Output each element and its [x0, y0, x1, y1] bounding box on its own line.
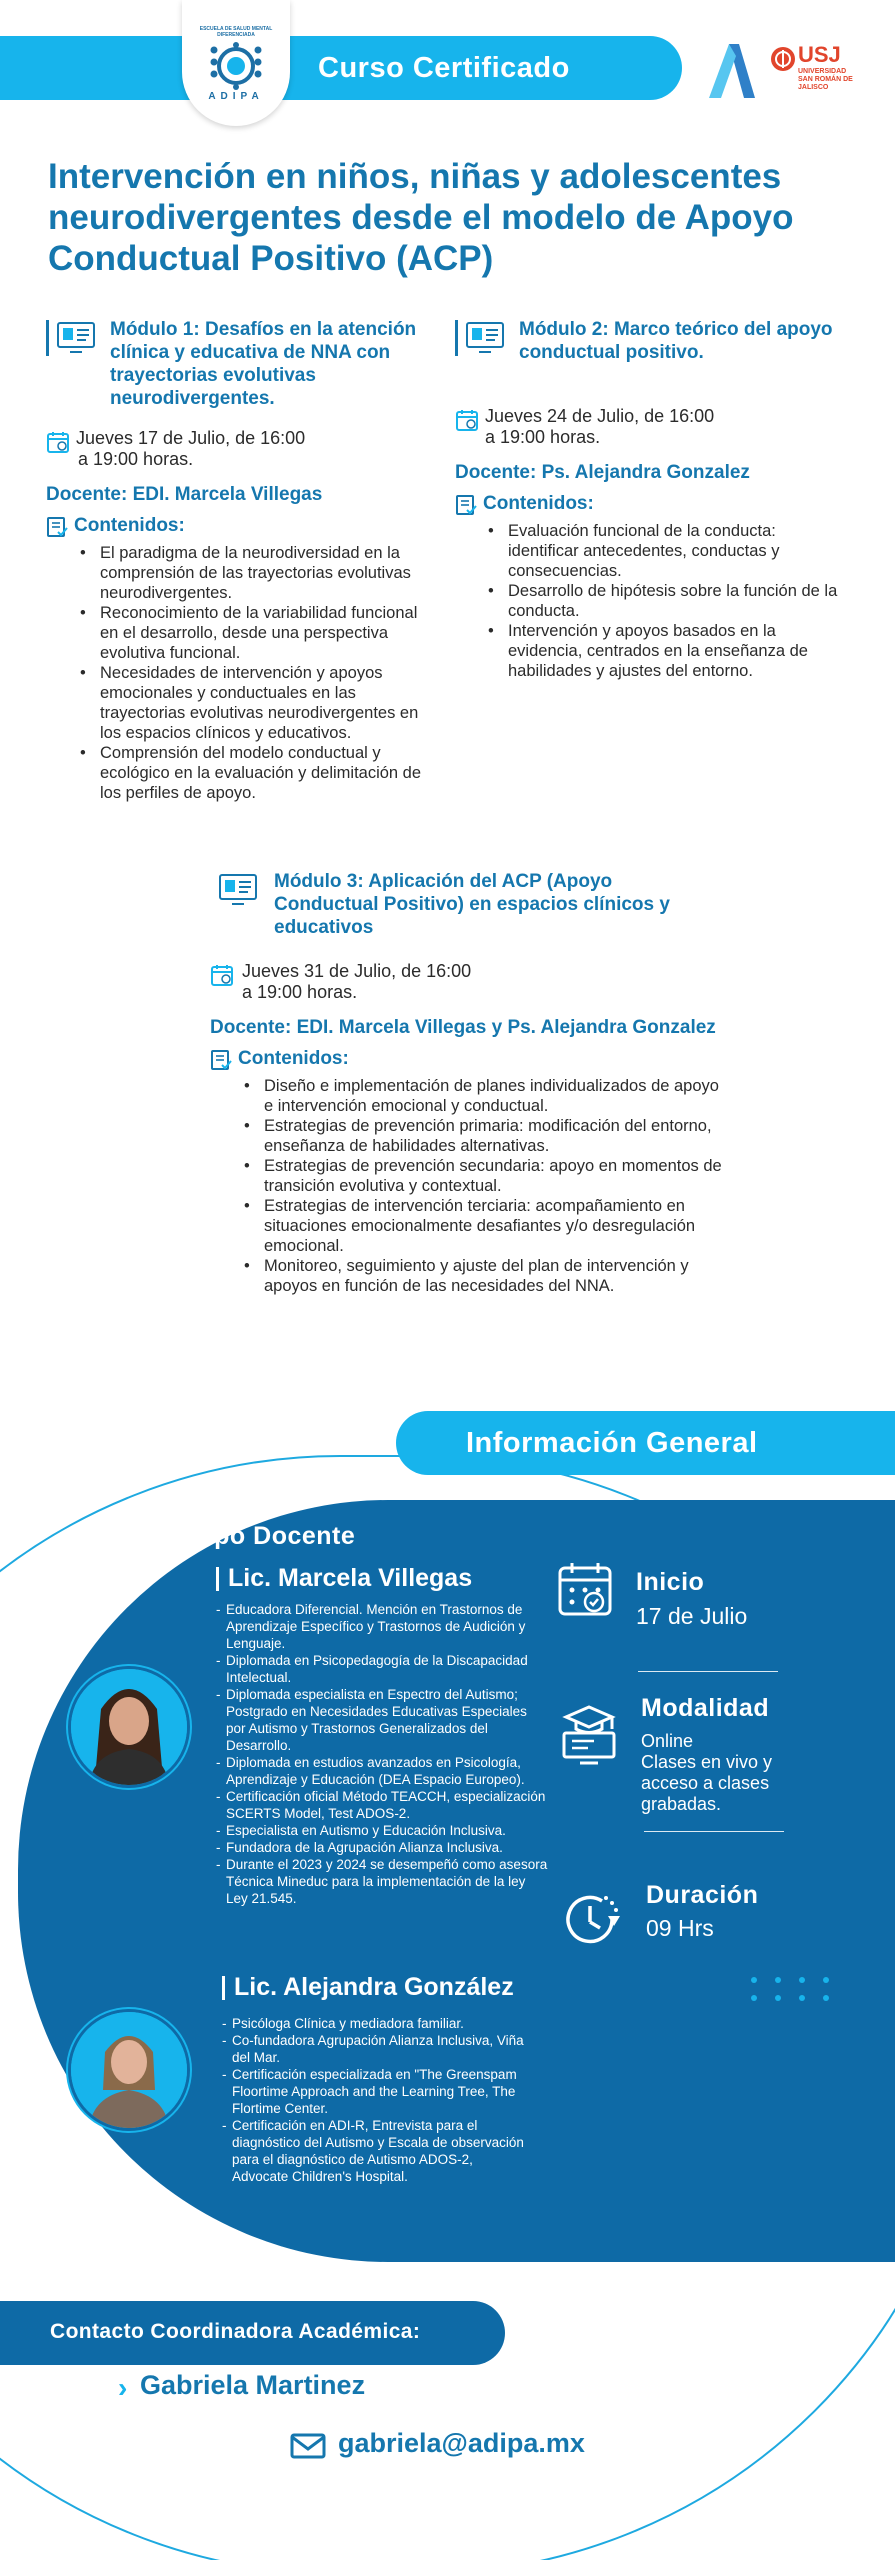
module-contents-list — [455, 521, 845, 681]
module-accent-bar — [455, 320, 458, 356]
module-date-line1: Jueves 31 de Julio, de 16:00 — [242, 961, 472, 981]
contents-label-text: Contenidos: — [74, 515, 185, 536]
list-item: • El paradigma de la neurodiversidad en la comprensión de las trayectorias evolutivas neurodivergentes. — [100, 543, 436, 603]
contents-label-text: Contenidos: — [238, 1048, 349, 1069]
cv-item: - Certificación oficial Método TEACCH, especialización SCERTS Model, Test ADOS-2. — [216, 1788, 548, 1822]
school-name: ESCUELA DE SALUD MENTAL DIFERENCIADA — [199, 26, 273, 38]
list-item: • Necesidades de intervención y apoyos emocionales y conductuales en las trayectorias evolutivas neurodivergentes en los espacios clínicos y educativos. — [100, 663, 436, 743]
module-2 — [455, 318, 860, 681]
coordinator-email-text[interactable]: gabriela@adipa.mx — [338, 2428, 585, 2458]
module-teacher: Docente: EDI. Marcela Villegas — [46, 484, 323, 505]
school-wordmark: ADIPA — [208, 91, 264, 102]
start-value: 17 de Julio — [636, 1603, 748, 1629]
module-contents-label — [455, 492, 860, 515]
cv-item: - Certificación en ADI-R, Entrevista para el diagnóstico del Autismo y Escala de observación para el diagnóstico de Autismo ADOS-2, Advocate Children's Hospital. — [222, 2117, 532, 2185]
teacher-name: Lic. Marcela Villegas — [216, 1564, 472, 1593]
a-brand-icon — [709, 44, 755, 98]
list-item: • Comprensión del modelo conductual y ecológico en la evaluación y delimitación de los perfiles de apoyo. — [100, 743, 436, 803]
usj-wordmark: USJ — [798, 42, 841, 67]
list-item: • Estrategias de prevención primaria: modificación del entorno, enseñanza de habilidades alternativas. — [264, 1116, 730, 1156]
duration-label: Duración — [646, 1881, 759, 1909]
coordinator-email[interactable] — [290, 2428, 585, 2459]
cv-item: - Durante el 2023 y 2024 se desempeñó como asesora Técnica Mineduc para la implementación de la ley Ley 21.545. — [216, 1856, 548, 1907]
modality-value — [641, 1731, 772, 1815]
list-item: • Desarrollo de hipótesis sobre la función de la conducta. — [508, 581, 845, 621]
teacher-cv-list — [216, 1601, 548, 1907]
general-info-heading: Información General — [466, 1427, 758, 1459]
module-header — [210, 870, 770, 939]
teacher-cv-list — [222, 2015, 532, 2185]
module-title: Módulo 2: Marco teórico del apoyo conductual positivo. — [519, 319, 833, 363]
module-contents-label — [46, 514, 436, 537]
contact-label: Contacto Coordinadora Académica: — [50, 2320, 421, 2343]
module-contents-list — [46, 543, 436, 803]
module-teacher: Docente: Ps. Alejandra Gonzalez — [455, 462, 750, 483]
decorative-dots-icon — [750, 1976, 834, 2002]
module-1 — [46, 318, 436, 803]
teacher-photo-icon — [71, 1669, 187, 1785]
list-item: • Evaluación funcional de la conducta: identificar antecedentes, conductas y consecuencias. — [508, 521, 845, 581]
modality-label: Modalidad — [641, 1694, 770, 1722]
modality-line: grabadas. — [641, 1794, 722, 1814]
list-item: • Reconocimiento de la variabilidad funcional en el desarrollo, desde una perspectiva evolutiva funcional. — [100, 603, 436, 663]
modality-line: Clases en vivo y — [641, 1752, 773, 1772]
page-title: Intervención en niños, niñas y adolescentes neurodivergentes desde el modelo de Apoyo Conductual Positivo (ACP) — [48, 157, 794, 278]
coordinator-name-text: Gabriela Martinez — [140, 2370, 366, 2400]
cv-item: - Certificación especializada en "The Greenspam Floortime Approach and the Learning Tree, The Flortime Center. — [222, 2066, 532, 2117]
duration-value: 09 Hrs — [646, 1915, 714, 1941]
cv-item: - Especialista en Autismo y Educación Inclusiva. — [216, 1822, 548, 1839]
module-date — [455, 406, 860, 448]
avatar — [68, 2009, 190, 2131]
list-item: • Monitoreo, seguimiento y ajuste del plan de intervención y apoyos en función de las necesidades del NNA. — [264, 1256, 730, 1296]
general-info-banner — [396, 1411, 895, 1475]
cv-item: - Educadora Diferencial. Mención en Trastornos de Aprendizaje Específico y Trastornos de Audición y Lenguaje. — [216, 1601, 548, 1652]
course-label: Curso Certificado — [318, 52, 570, 84]
document-monitor-icon — [56, 320, 96, 356]
contact-banner — [0, 2301, 505, 2365]
coordinator-name — [118, 2370, 365, 2401]
module-title: Módulo 1: Desafíos en la atención clínica y educativa de NNA con trayectorias evolutivas neurodivergentes. — [110, 319, 417, 409]
usj-seal-icon — [770, 46, 796, 72]
list-item: • Intervención y apoyos basados en la evidencia, centrados en la enseñanza de habilidades y ajustes del entorno. — [508, 621, 845, 681]
adipa-mark-icon — [208, 42, 264, 90]
module-header — [46, 318, 436, 410]
modality-line: Online — [641, 1731, 694, 1751]
module-contents-list — [210, 1076, 730, 1296]
list-item: • Estrategias de intervención terciaria: acompañamiento en situaciones emocionalmente desafiantes y/o desregulación emocional. — [264, 1196, 730, 1256]
module-title: Módulo 3: Aplicación del ACP (Apoyo Conductual Positivo) en espacios clínicos y educativos — [274, 871, 670, 938]
module-date — [210, 961, 770, 1003]
module-date-line1: Jueves 24 de Julio, de 16:00 — [485, 406, 715, 426]
module-header — [455, 318, 860, 364]
course-banner — [0, 36, 682, 100]
contents-label-text: Contenidos: — [483, 493, 594, 514]
usj-subtitle: UNIVERSIDAD SAN ROMÁN DE JALISCO — [798, 68, 853, 91]
online-class-icon — [558, 1703, 620, 1765]
module-date — [46, 428, 436, 470]
list-item: • Diseño e implementación de planes individualizados de apoyo e intervención emocional y conductual. — [264, 1076, 730, 1116]
module-date-line2: a 19:00 horas. — [242, 982, 358, 1002]
mail-icon — [290, 2433, 326, 2459]
checklist-icon — [455, 494, 477, 516]
cv-item: - Co-fundadora Agrupación Alianza Inclusiva, Viña del Mar. — [222, 2032, 532, 2066]
calendar-icon — [455, 408, 479, 432]
calendar-icon — [46, 430, 70, 454]
module-date-line2: a 19:00 horas. — [485, 427, 601, 447]
avatar — [68, 1666, 190, 1788]
calendar-icon — [210, 963, 234, 987]
document-monitor-icon — [218, 872, 258, 908]
cv-item: - Psicóloga Clínica y mediadora familiar. — [222, 2015, 532, 2032]
checklist-icon — [210, 1049, 232, 1071]
cv-item: - Fundadora de la Agrupación Alianza Inclusiva. — [216, 1839, 548, 1856]
module-contents-label — [210, 1047, 770, 1070]
document-monitor-icon — [465, 320, 505, 356]
teacher-photo-icon — [71, 2012, 187, 2128]
chevron-right-icon: › — [118, 2372, 128, 2403]
module-accent-bar — [46, 320, 49, 356]
cv-item: - Diplomada en estudios avanzados en Psicología, Aprendizaje y Educación (DEA Espacio Europeo). — [216, 1754, 548, 1788]
module-date-line2: a 19:00 horas. — [78, 449, 194, 469]
adipa-logo — [182, 0, 290, 126]
calendar-icon — [556, 1560, 614, 1618]
cv-item: - Diplomada especialista en Espectro del Autismo; Postgrado en Necesidades Educativas Especiales por Autismo y Trastornos Generalizados del Desarrollo. — [216, 1686, 548, 1754]
info-divider — [638, 1671, 778, 1672]
cv-item: - Diplomada en Psicopedagogía de la Discapacidad Intelectual. — [216, 1652, 548, 1686]
team-heading: Equipo Docente — [158, 1522, 356, 1550]
module-date-line1: Jueves 17 de Julio, de 16:00 — [76, 428, 306, 448]
clock-icon — [562, 1890, 626, 1950]
modality-line: acceso a clases — [641, 1773, 770, 1793]
list-item: • Estrategias de prevención secundaria: apoyo en momentos de transición evolutiva y contextual. — [264, 1156, 730, 1196]
usj-logo — [770, 44, 870, 100]
checklist-icon — [46, 516, 68, 538]
teacher-name: Lic. Alejandra González — [222, 1973, 514, 2002]
module-teacher: Docente: EDI. Marcela Villegas y Ps. Alejandra Gonzalez — [210, 1017, 716, 1038]
info-divider — [644, 1831, 784, 1832]
start-label: Inicio — [636, 1568, 705, 1596]
module-3 — [210, 870, 770, 1296]
